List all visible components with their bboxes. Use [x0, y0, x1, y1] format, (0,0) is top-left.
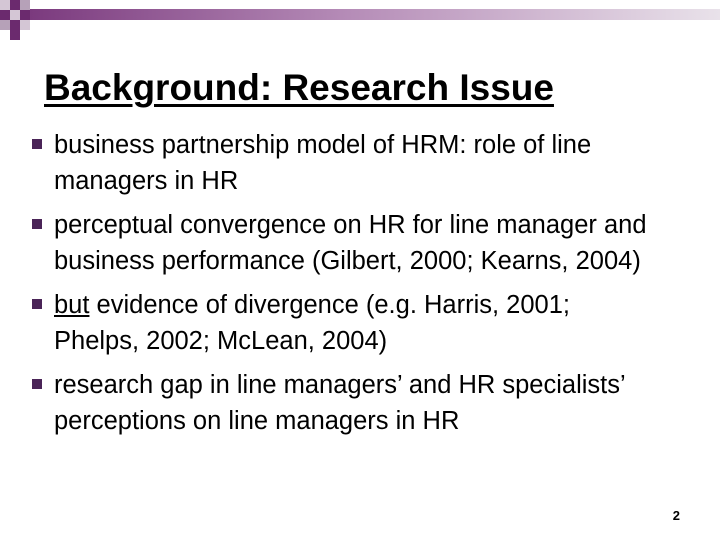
header-gradient-bar: [30, 9, 720, 20]
decor-square: [20, 10, 30, 20]
bullet-item: [30, 127, 650, 199]
bullet-underlined-word: but: [54, 291, 90, 319]
square-bullet-icon: [32, 139, 42, 149]
decor-square: [20, 0, 30, 10]
decor-square: [10, 30, 20, 40]
bullet-item: [30, 207, 650, 279]
decor-square: [10, 0, 20, 10]
decor-square: [0, 0, 10, 10]
decor-square: [10, 20, 20, 30]
decor-square: [10, 10, 20, 20]
bullet-text: business partnership model of HRM: role of line managers in HR: [54, 131, 592, 195]
page-number: 2: [672, 508, 680, 523]
bullet-list: [30, 127, 650, 447]
decor-square: [20, 20, 30, 30]
square-bullet-icon: [32, 219, 42, 229]
bullet-item: [30, 367, 650, 439]
bullet-item: [30, 287, 650, 359]
square-bullet-icon: [32, 299, 42, 309]
square-bullet-icon: [32, 379, 42, 389]
bullet-text: research gap in line managers’ and HR specialists’ perceptions on line managers in HR: [54, 371, 625, 435]
bullet-text: perceptual convergence on HR for line manager and business performance (Gilbert, 2000; Kearns, 2004): [54, 211, 647, 275]
decor-square: [0, 10, 10, 20]
slide-title: Background: Research Issue: [44, 67, 554, 108]
decor-square: [0, 20, 10, 30]
bullet-text: evidence of divergence (e.g. Harris, 2001; Phelps, 2002; McLean, 2004): [54, 291, 570, 355]
